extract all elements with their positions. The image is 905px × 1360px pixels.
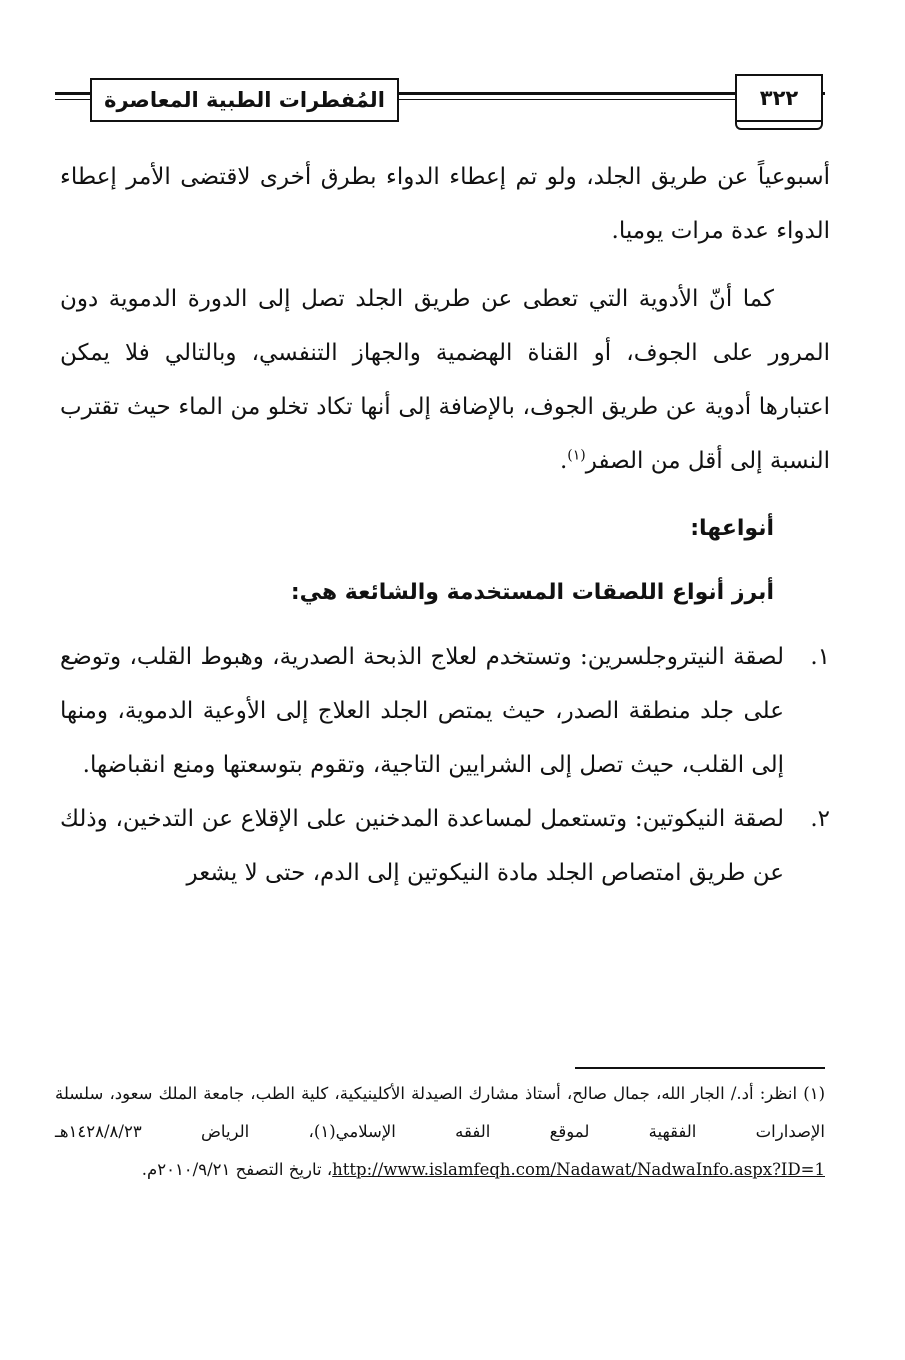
header-rule-middle-thin <box>397 99 735 100</box>
list-item-2 <box>60 792 830 900</box>
paragraph-2 <box>60 272 830 488</box>
footnote-separator <box>575 1067 825 1069</box>
footnote-access-date: ، تاريخ التصفح ٢٠١٠/٩/٢١م. <box>141 1160 333 1179</box>
footnote <box>55 1075 825 1189</box>
footnote-text <box>55 1075 825 1189</box>
footnote-reference: (١) <box>567 447 586 464</box>
paragraph-2-text: كما أنّ الأدوية التي تعطى عن طريق الجلد تصل إلى الدورة الدموية دون المرور على الجوف، أو القناة الهضمية والجهاز التنفسي، وبالتالي فلا يمكن اعتبارها أدوية عن طريق الجوف، بالإضافة إلى أنها تكاد تخلو من الماء حيث تقترب النسبة إلى أقل من الصفر <box>60 286 831 474</box>
book-title: المُفطرات الطبية المعاصرة <box>90 78 399 122</box>
list-item-1 <box>60 630 830 792</box>
page-header <box>55 70 825 128</box>
list-item-number: ٢. <box>810 806 830 832</box>
list-item-number: ١. <box>810 644 830 670</box>
section-heading-types: أنواعها: <box>690 516 774 541</box>
footnote-url-link[interactable]: http://www.islamfeqh.com/Nadawat/NadwaInfo.aspx?ID=1 <box>332 1160 825 1179</box>
header-rule-left <box>55 92 90 95</box>
page-number-scroll-ornament <box>735 120 823 130</box>
list-item-text: لصقة النيتروجلسرين: وتستخدم لعلاج الذبحة الصدرية، وهبوط القلب، وتوضع على جلد منطقة الصدر، حيث يمتص الجلد العلاج إلى الأوعية الدموية، ومنها إلى القلب، حيث تصل إلى الشرايين التاجية، وتقوم بتوسعتها ومنع انقباضها. <box>60 644 784 778</box>
paragraph-1: أسبوعياً عن طريق الجلد، ولو تم إعطاء الدواء بطرق أخرى لاقتضى الأمر إعطاء الدواء عدة مرات يوميا. <box>60 164 830 244</box>
footnote-citation: (١) انظر: أد./ الجار الله، جمال صالح، أستاذ مشارك الصيدلة الأكلينيكية، كلية الطب، جامعة الملك سعود، سلسلة الإصدارات الفقهية لموقع الفقه الإسلامي(١)، الرياض ١٤٢٨/٨/٢٣هـ <box>55 1084 825 1141</box>
header-rule-middle <box>397 92 735 95</box>
page-number: ٣٢٢ <box>735 74 823 122</box>
main-text <box>60 150 830 900</box>
section-heading-patches: أبرز أنواع اللصقات المستخدمة والشائعة هي: <box>290 580 774 605</box>
header-rule-left-thin <box>55 99 90 100</box>
list-item-text: لصقة النيكوتين: وتستعمل لمساعدة المدخنين على الإقلاع عن التدخين، وذلك عن طريق امتصاص الجلد مادة النيكوتين إلى الدم، حتى لا يشعر <box>60 806 784 886</box>
paragraph-2-end: . <box>559 448 568 474</box>
